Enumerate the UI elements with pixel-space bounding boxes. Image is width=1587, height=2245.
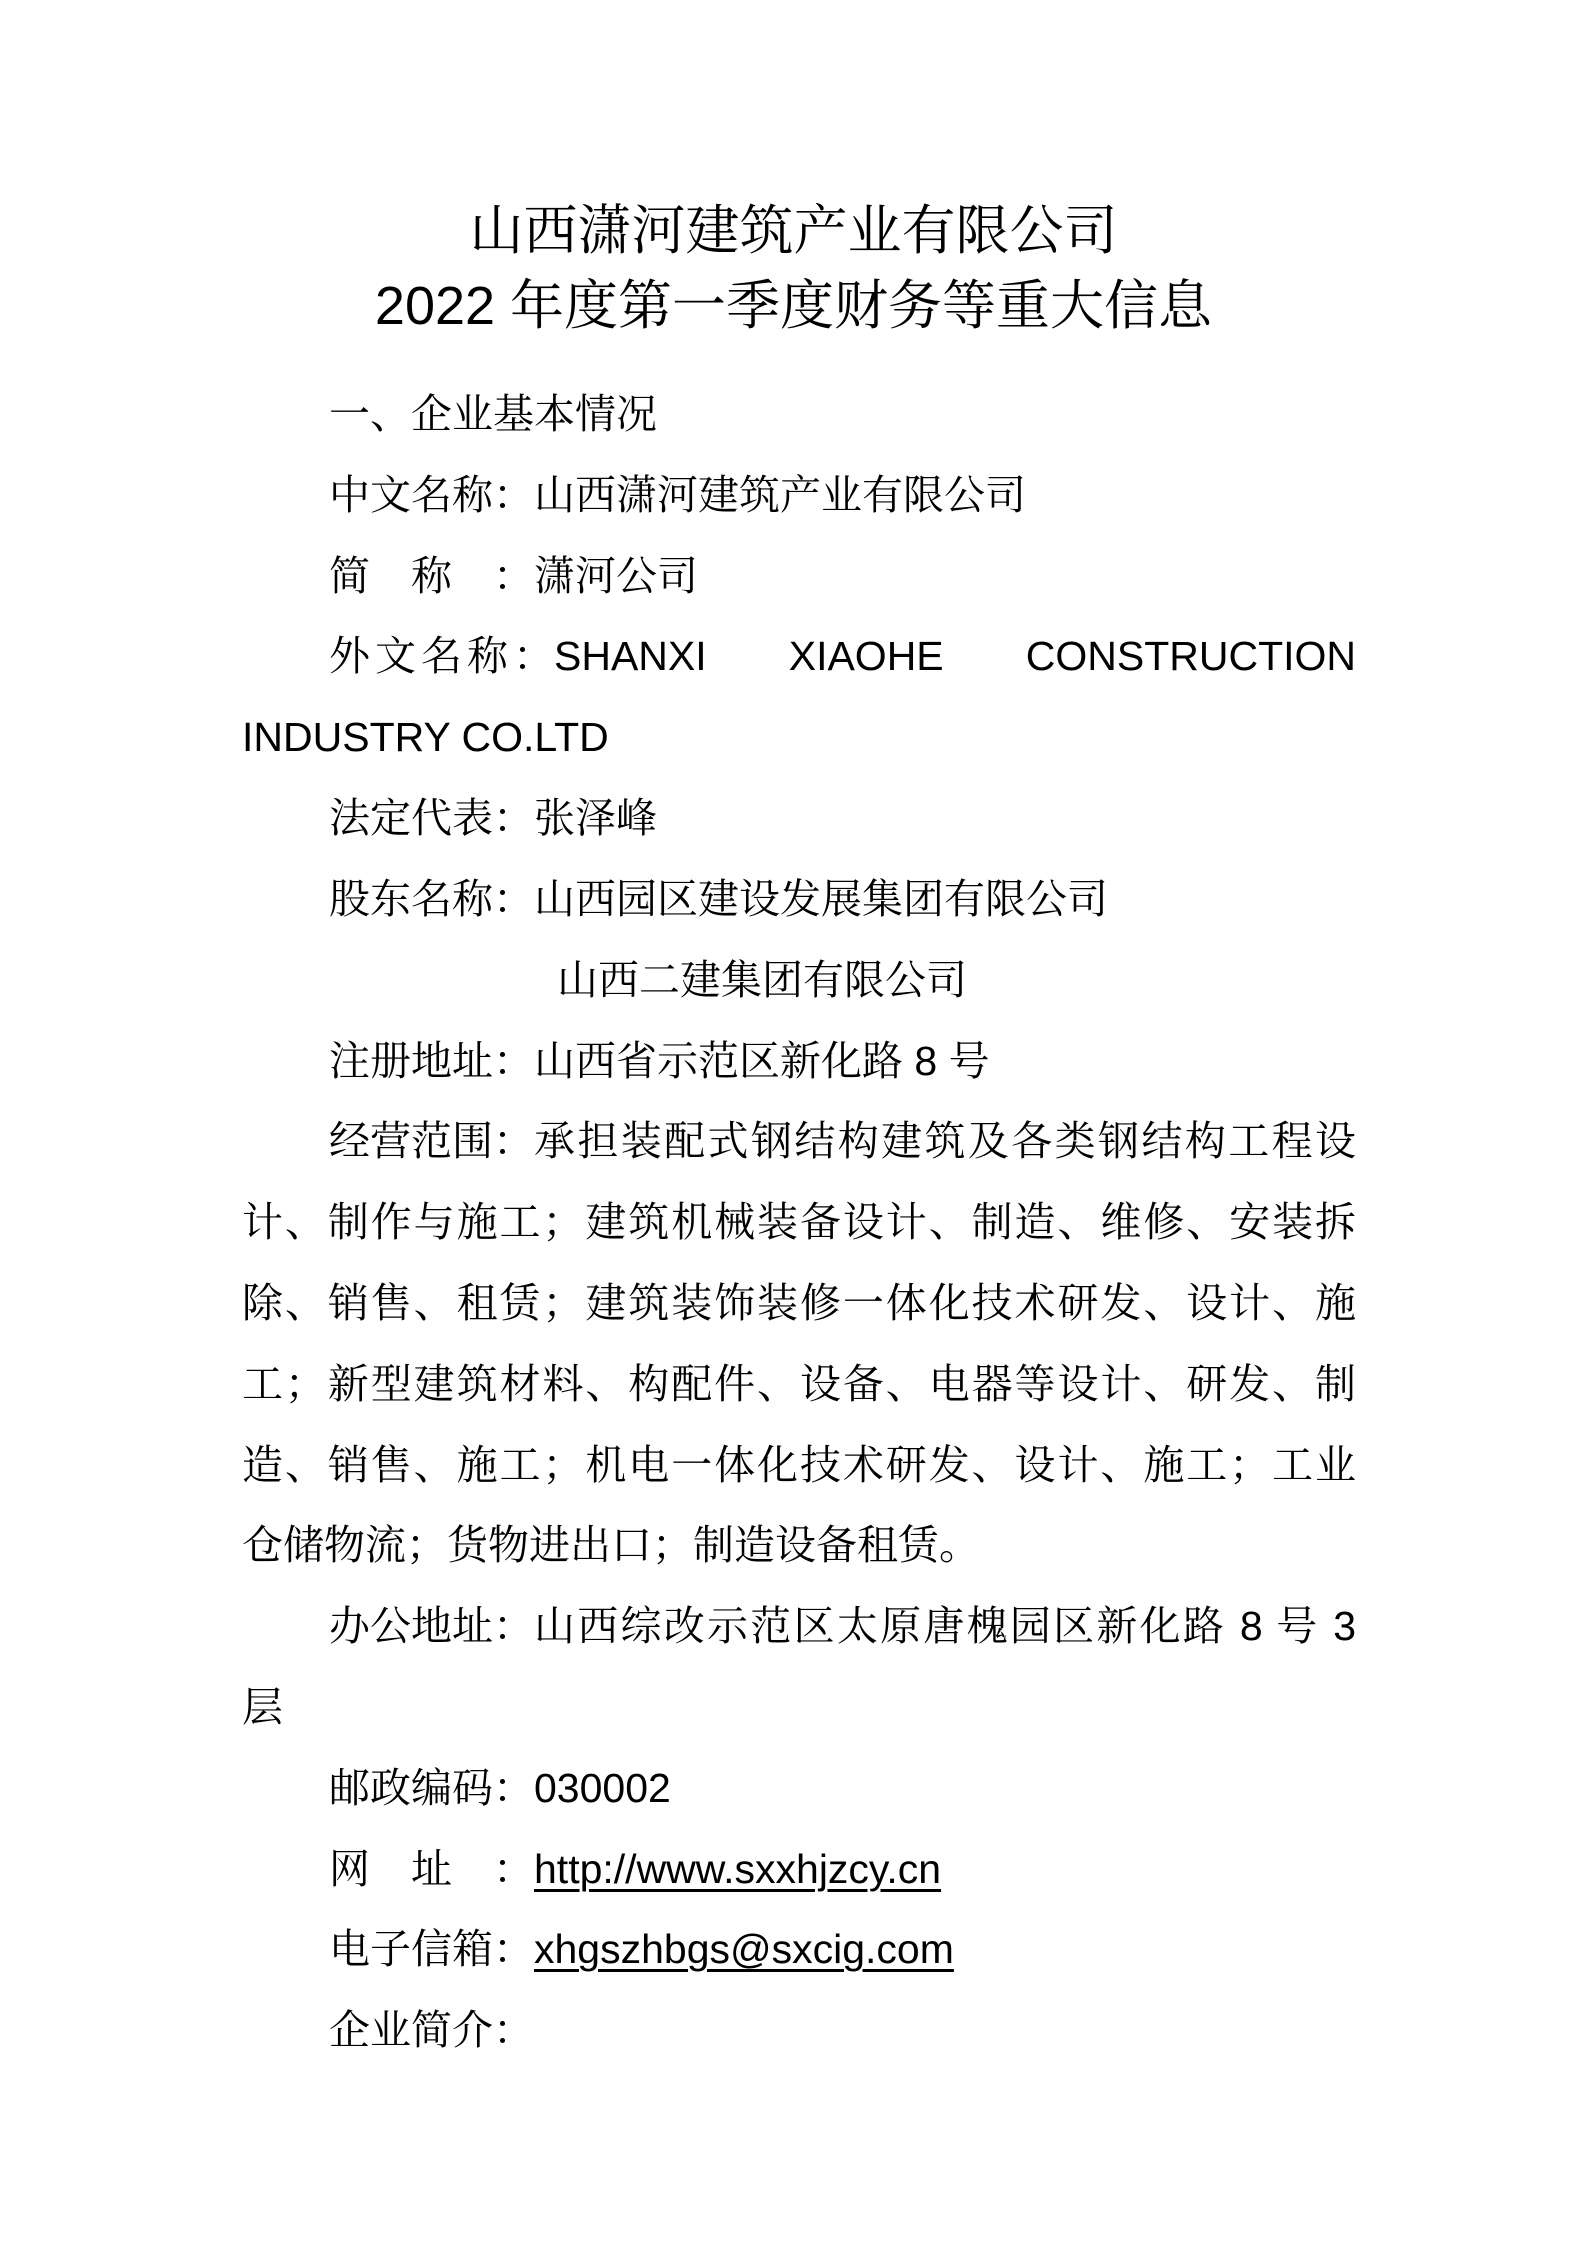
field-label: 电子信箱： bbox=[329, 1926, 534, 1972]
business-scope-line: 除、销售、租赁；建筑装饰装修一体化技术研发、设计、施 bbox=[242, 1280, 1356, 1326]
website-link[interactable]: http://www.sxxhjzcy.cn bbox=[534, 1846, 942, 1892]
intro-label: 企业简介： bbox=[329, 2007, 534, 2053]
document-title-line2: 2022 年度第一季度财务等重大信息 bbox=[374, 276, 1213, 336]
field-label: 经营范围： bbox=[329, 1118, 534, 1164]
shareholders-row bbox=[329, 869, 1108, 929]
field-value: 山西潇河建筑产业有限公司 bbox=[534, 472, 1026, 518]
foreign-name-continuation: INDUSTRY CO.LTD bbox=[242, 714, 609, 760]
business-scope-line: 仓储物流；货物进出口；制造设备租赁。 bbox=[242, 1522, 980, 1568]
reg-address-row bbox=[329, 1031, 990, 1091]
field-value: SHANXI XIAOHE CONSTRUCTION bbox=[554, 633, 1356, 679]
business-scope-line: 工；新型建筑材料、构配件、设备、电器等设计、研发、制 bbox=[242, 1361, 1356, 1407]
short-name-row bbox=[329, 546, 698, 606]
field-label: 中文名称： bbox=[329, 472, 534, 518]
field-label: 法定代表： bbox=[329, 795, 534, 841]
email-row bbox=[329, 1919, 954, 1979]
field-value: 山西省示范区新化路 8 号 bbox=[534, 1038, 990, 1084]
email-link[interactable]: xhgszhbgs@sxcig.com bbox=[534, 1926, 954, 1972]
field-label: 简称： bbox=[329, 553, 534, 599]
field-label: 办公地址： bbox=[329, 1603, 534, 1649]
field-label: 外文名称： bbox=[329, 633, 554, 679]
foreign-name-row bbox=[329, 626, 1356, 686]
office-address-row bbox=[329, 1596, 1356, 1656]
field-label: 网址： bbox=[329, 1846, 534, 1892]
field-label: 注册地址： bbox=[329, 1038, 534, 1084]
field-value: 030002 bbox=[534, 1765, 671, 1811]
section-heading: 一、企业基本情况 bbox=[329, 391, 657, 437]
field-label: 股东名称： bbox=[329, 876, 534, 922]
business-scope-line: 计、制作与施工；建筑机械装备设计、制造、维修、安装拆 bbox=[242, 1199, 1356, 1245]
chinese-name-row bbox=[329, 465, 1026, 525]
business-scope-line: 造、销售、施工；机电一体化技术研发、设计、施工；工业 bbox=[242, 1442, 1356, 1488]
field-value: 山西园区建设发展集团有限公司 bbox=[534, 876, 1108, 922]
field-value: 潇河公司 bbox=[534, 553, 698, 599]
document-title-line1: 山西潇河建筑产业有限公司 bbox=[469, 201, 1118, 261]
field-label: 邮政编码： bbox=[329, 1765, 534, 1811]
office-address-continuation: 层 bbox=[242, 1684, 283, 1730]
business-scope-line bbox=[329, 1111, 1356, 1171]
postcode-row bbox=[329, 1758, 671, 1818]
website-row bbox=[329, 1839, 941, 1899]
field-value: 张泽峰 bbox=[534, 795, 657, 841]
field-value: 承担装配式钢结构建筑及各类钢结构工程设 bbox=[534, 1118, 1356, 1164]
field-value: 山西综改示范区太原唐槐园区新化路 8 号 3 bbox=[534, 1603, 1356, 1649]
shareholder-2: 山西二建集团有限公司 bbox=[557, 957, 967, 1003]
legal-rep-row bbox=[329, 788, 657, 848]
